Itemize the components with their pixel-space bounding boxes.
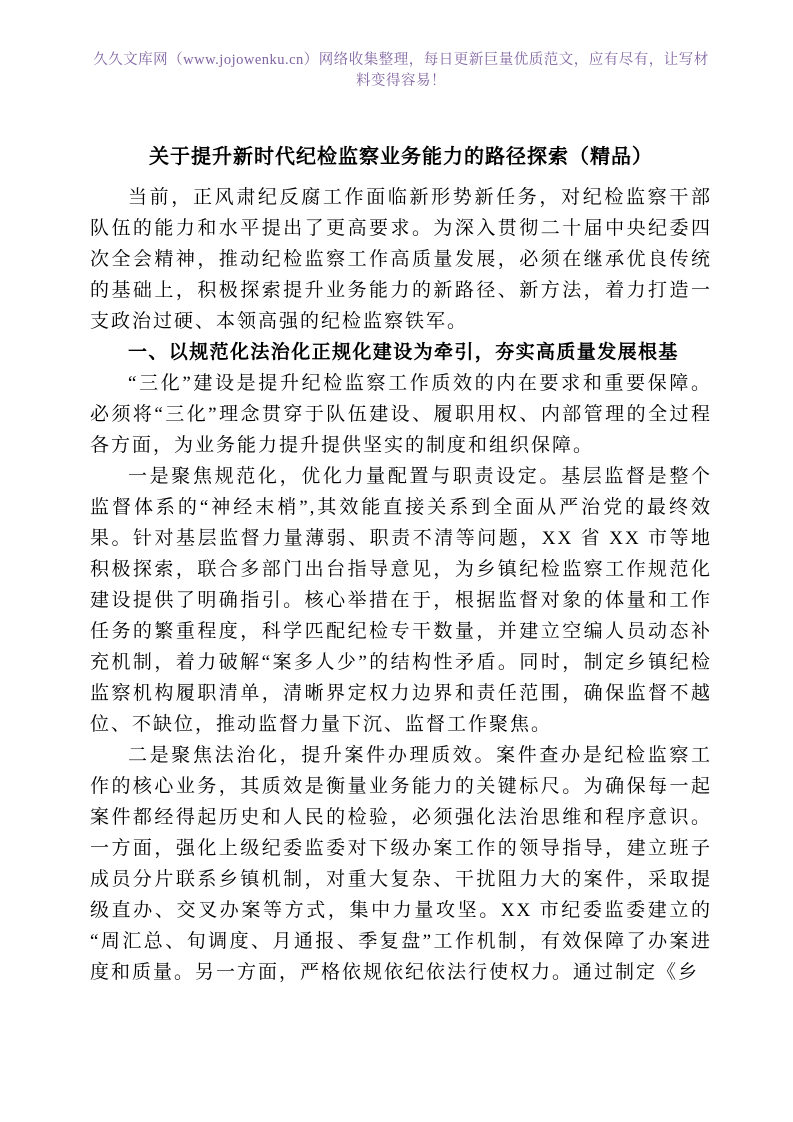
document-body <box>90 182 712 988</box>
paragraph: 当前，正风肃纪反腐工作面临新形势新任务，对纪检监察干部队伍的能力和水平提出了更高要求。为深入贯彻二十届中央纪委四次全会精神，推动纪检监察工作高质量发展，必须在继承优良传统的基础上，积极探索提升业务能力的新路径、新方法，着力打造一支政治过硬、本领高强的纪检监察铁军。 <box>90 187 712 332</box>
header-watermark-text: 久久文库网（www.jojowenku.cn）网络收集整理，每日更新巨量优质范文，应有尽有，让写材料变得容易！ <box>93 52 709 89</box>
paragraph: 二是聚焦法治化，提升案件办理质效。案件查办是纪检监察工作的核心业务，其质效是衡量业务能力的关键标尺。为确保每一起案件都经得起历史和人民的检验，必须强化法治思维和程序意识。一方面，强化上级纪委监委对下级办案工作的领导指导，建立班子成员分片联系乡镇机制，对重大复杂、干扰阻力大的案件，采取提级直办、交叉办案等方式，集中力量攻坚。XX 市纪委监委建立的“周汇总、旬调度、月通报、季复盘”工作机制，有效保障了办案进度和质量。另一方面，严格依规依纪依法行使权力。通过制定《乡 <box>90 745 712 983</box>
paragraph: 一是聚焦规范化，优化力量配置与职责设定。基层监督是整个监督体系的“神经末梢”,其效能直接关系到全面从严治党的最终效果。针对基层监督力量薄弱、职责不清等问题，XX 省 XX 市等地积极探索，联合多部门出台指导意见，为乡镇纪检监察工作规范化建设提供了明确指引。核心举措在于，根据监督对象的体量和工作任务的繁重程度，科学匹配纪检专干数量，并建立空编人员动态补充机制，着力破解“案多人少”的结构性矛盾。同时，制定乡镇纪检监察机构履职清单，清晰界定权力边界和责任范围，确保监督不越位、不缺位，推动监督力量下沉、监督工作聚焦。 <box>90 466 712 735</box>
paragraph: “三化”建设是提升纪检监察工作质效的内在要求和重要保障。必须将“三化”理念贯穿于队伍建设、履职用权、内部管理的全过程各方面，为业务能力提升提供坚实的制度和组织保障。 <box>90 373 712 456</box>
section-heading-1: 一、以规范化法治化正规化建设为牵引，夯实高质量发展根基 <box>128 342 679 363</box>
page-title: 关于提升新时代纪检监察业务能力的路径探索（精品） <box>149 146 653 168</box>
